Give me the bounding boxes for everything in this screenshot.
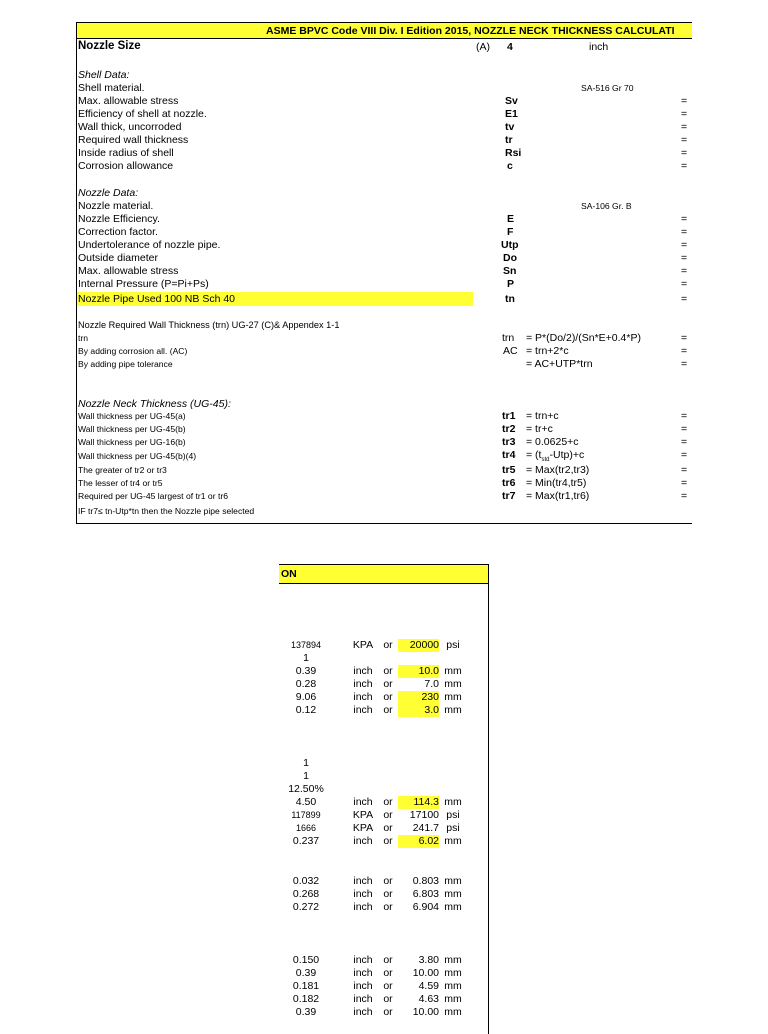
nozzle-row-symbol: E xyxy=(507,213,515,225)
shell-row-label: Efficiency of shell at nozzle. xyxy=(78,108,207,120)
equals-sign: = xyxy=(681,239,688,251)
unit-secondary: mm xyxy=(444,678,462,690)
req-row-formula: = AC+UTP*trn xyxy=(526,358,593,370)
neck-row-formula: = Max(tr2,tr3) xyxy=(526,464,590,476)
or-separator: or xyxy=(383,835,393,847)
equals-sign: = xyxy=(681,410,688,422)
neck-row-label: Wall thickness per UG-45(b)(4) xyxy=(78,451,197,461)
unit-primary: inch xyxy=(353,993,373,1005)
value-inch: 1 xyxy=(303,770,309,782)
neck-row-symbol: tr3 xyxy=(502,436,516,448)
unit-primary: inch xyxy=(353,980,373,992)
or-separator: or xyxy=(383,822,393,834)
unit-primary: KPA xyxy=(352,809,374,821)
nozzle-size-code: (A) xyxy=(476,41,490,53)
highlighted-input-value: 114.3 xyxy=(398,796,439,809)
or-separator: or xyxy=(383,665,393,677)
unit-primary: inch xyxy=(353,888,373,900)
results-header: ON xyxy=(281,568,297,580)
unit-secondary: mm xyxy=(444,888,462,900)
nozzle-row-label: Outside diameter xyxy=(78,252,158,264)
equals-sign: = xyxy=(681,95,688,107)
neck-row-label: Wall thickness per UG-45(b) xyxy=(78,424,186,434)
neck-row-formula: = $(t_{std}-Utp)+c$ xyxy=(526,449,585,464)
equals-sign: = xyxy=(681,490,688,502)
nozzle-size-unit: inch xyxy=(589,41,609,53)
shell-data-header: Shell Data: xyxy=(78,69,130,81)
unit-primary: inch xyxy=(353,875,373,887)
results-header-bar xyxy=(279,565,488,584)
or-separator: or xyxy=(383,980,393,992)
shell-row-symbol: tr xyxy=(505,134,513,146)
value-metric: 10.00 xyxy=(412,1006,439,1018)
neck-row-label: The greater of tr2 or tr3 xyxy=(78,465,167,475)
shell-row-symbol: Sv xyxy=(505,95,518,107)
shell-row-symbol: E1 xyxy=(505,108,518,120)
neck-row-symbol: tr2 xyxy=(502,423,516,435)
nozzle-row-symbol: tn xyxy=(505,293,515,305)
highlighted-input-value: 230 xyxy=(398,691,439,704)
shell-row-label: Inside radius of shell xyxy=(78,147,174,159)
neck-thickness-header: Nozzle Neck Thickness (UG-45): xyxy=(78,398,231,410)
unit-primary: inch xyxy=(353,796,373,808)
req-row-label: By adding corrosion all. (AC) xyxy=(78,346,188,356)
req-row-symbol: trn xyxy=(502,332,515,344)
neck-row-label: Required per UG-45 largest of tr1 or tr6 xyxy=(78,491,228,501)
neck-row-symbol: tr1 xyxy=(502,410,516,422)
value-inch: 0.272 xyxy=(292,901,320,913)
or-separator: or xyxy=(383,796,393,808)
equals-sign: = xyxy=(681,134,688,146)
highlighted-input-value: 3.0 xyxy=(398,704,439,717)
equals-sign: = xyxy=(681,449,688,461)
nozzle-row-symbol: Do xyxy=(503,252,517,264)
value-metric: 10.00 xyxy=(412,967,439,979)
or-separator: or xyxy=(383,888,393,900)
unit-secondary: psi xyxy=(446,809,460,821)
unit-primary: inch xyxy=(353,967,373,979)
unit-secondary: mm xyxy=(444,875,462,887)
shell-row-symbol: c xyxy=(507,160,513,172)
equals-sign: = xyxy=(681,423,688,435)
unit-secondary: mm xyxy=(444,901,462,913)
req-row-label: By adding pipe tolerance xyxy=(78,359,173,369)
equals-sign: = xyxy=(681,345,688,357)
req-row-label: trn xyxy=(78,333,89,343)
neck-row-formula: = tr+c xyxy=(526,423,553,435)
or-separator: or xyxy=(383,809,393,821)
neck-row-label: The lesser of tr4 or tr5 xyxy=(78,478,163,488)
nozzle-pipe-used-label: Nozzle Pipe Used 100 NB Sch 40 xyxy=(78,293,236,305)
req-row-symbol: AC xyxy=(503,345,518,357)
nozzle-row-label: Nozzle material. xyxy=(78,200,154,212)
value-inch: 1 xyxy=(303,757,309,769)
or-separator: or xyxy=(383,639,393,651)
value-inch: 0.150 xyxy=(292,954,320,966)
unit-primary: inch xyxy=(353,901,373,913)
shell-row-symbol: tv xyxy=(505,121,515,133)
equals-sign: = xyxy=(681,121,688,133)
neck-row-label: Wall thickness per UG-16(b) xyxy=(78,437,186,447)
unit-secondary: mm xyxy=(444,980,462,992)
neck-row-formula: = Max(tr1,tr6) xyxy=(526,490,590,502)
value-metric: 0.803 xyxy=(412,875,439,887)
nozzle-row-symbol: P xyxy=(507,278,515,290)
equals-sign: = xyxy=(681,213,688,225)
nozzle-row-label: Undertolerance of nozzle pipe. xyxy=(78,239,221,251)
nozzle-row-symbol: Sn xyxy=(503,265,517,277)
equals-sign: = xyxy=(681,293,688,305)
unit-secondary: mm xyxy=(444,691,462,703)
value-inch: 1666 xyxy=(295,823,317,833)
value-metric: 7.0 xyxy=(424,678,439,690)
value-metric: 6.904 xyxy=(412,901,439,913)
neck-row-symbol: tr6 xyxy=(502,477,516,489)
highlighted-input-value: 6.02 xyxy=(398,835,439,848)
shell-row-label: Shell material. xyxy=(78,82,145,94)
value-inch: 0.181 xyxy=(292,980,320,992)
nozzle-size-value: 4 xyxy=(507,41,513,53)
equals-sign: = xyxy=(681,252,688,264)
or-separator: or xyxy=(383,704,393,716)
equals-sign: = xyxy=(681,108,688,120)
value-inch: 0.237 xyxy=(292,835,320,847)
or-separator: or xyxy=(383,967,393,979)
nozzle-row-symbol: Utp xyxy=(501,239,519,251)
value-metric: 241.7 xyxy=(412,822,439,834)
equals-sign: = xyxy=(681,477,688,489)
value-inch: 9.06 xyxy=(295,691,317,703)
nozzle-material-value: SA-106 Gr. B xyxy=(581,201,632,211)
unit-secondary: psi xyxy=(446,639,460,651)
shell-material-value: SA-516 Gr 70 xyxy=(581,83,634,93)
neck-row-symbol: tr5 xyxy=(502,464,516,476)
unit-secondary: psi xyxy=(446,822,460,834)
unit-secondary: mm xyxy=(444,993,462,1005)
unit-secondary: mm xyxy=(444,1006,462,1018)
value-inch: 0.268 xyxy=(292,888,320,900)
unit-primary: inch xyxy=(353,835,373,847)
unit-secondary: mm xyxy=(444,796,462,808)
nozzle-row-label: Max. allowable stress xyxy=(78,265,179,277)
unit-secondary: mm xyxy=(444,704,462,716)
nozzle-data-header: Nozzle Data: xyxy=(78,187,139,199)
value-inch: 0.39 xyxy=(295,665,317,677)
nozzle-row-label: Correction factor. xyxy=(78,226,158,238)
shell-row-symbol: Rsi xyxy=(505,147,522,159)
equals-sign: = xyxy=(681,436,688,448)
shell-row-label: Max. allowable stress xyxy=(78,95,179,107)
value-inch: 0.032 xyxy=(292,875,320,887)
unit-primary: inch xyxy=(353,954,373,966)
unit-secondary: mm xyxy=(444,967,462,979)
or-separator: or xyxy=(383,901,393,913)
highlighted-input-value: 20000 xyxy=(398,639,439,652)
value-metric: 3.80 xyxy=(418,954,439,966)
unit-primary: inch xyxy=(353,1006,373,1018)
value-inch: 137894 xyxy=(290,640,322,650)
or-separator: or xyxy=(383,678,393,690)
required-thickness-header: Nozzle Required Wall Thickness (trn) UG-27 (C)& Appendex 1-1 xyxy=(78,320,340,330)
nozzle-row-symbol: F xyxy=(507,226,514,238)
shell-row-label: Required wall thickness xyxy=(78,134,189,146)
equals-sign: = xyxy=(681,332,688,344)
neck-row-label: Wall thickness per UG-45(a) xyxy=(78,411,186,421)
highlighted-input-value: 10.0 xyxy=(398,665,439,678)
neck-row-formula: = trn+c xyxy=(526,410,559,422)
unit-secondary: mm xyxy=(444,835,462,847)
value-metric: 17100 xyxy=(409,809,439,821)
unit-primary: inch xyxy=(353,704,373,716)
value-metric: 4.63 xyxy=(418,993,439,1005)
shell-row-label: Corrosion allowance xyxy=(78,160,174,172)
equals-sign: = xyxy=(681,358,688,370)
value-inch: 1 xyxy=(303,652,309,664)
unit-secondary: mm xyxy=(444,665,462,677)
equals-sign: = xyxy=(681,226,688,238)
value-inch: 0.182 xyxy=(292,993,320,1005)
neck-row-symbol: tr7 xyxy=(502,490,516,502)
sheet-title: ASME BPVC Code VIII Div. I Edition 2015, NOZZLE NECK THICKNESS CALCULATI xyxy=(266,25,675,37)
req-row-formula: = trn+2*c xyxy=(526,345,569,357)
equals-sign: = xyxy=(681,278,688,290)
equals-sign: = xyxy=(681,265,688,277)
value-inch: 0.39 xyxy=(295,967,317,979)
neck-row-formula: = 0.0625+c xyxy=(526,436,579,448)
value-metric: 4.59 xyxy=(418,980,439,992)
equals-sign: = xyxy=(681,464,688,476)
unit-primary: inch xyxy=(353,665,373,677)
or-separator: or xyxy=(383,954,393,966)
value-inch: 4.50 xyxy=(295,796,317,808)
shell-row-label: Wall thick, uncorroded xyxy=(78,121,182,133)
req-row-formula: = P*(Do/2)/(Sn*E+0.4*P) xyxy=(526,332,641,344)
nozzle-row-label: Internal Pressure (P=Pi+Ps) xyxy=(78,278,209,290)
value-metric: 6.803 xyxy=(412,888,439,900)
value-inch: 117899 xyxy=(291,810,321,820)
equals-sign: = xyxy=(681,147,688,159)
or-separator: or xyxy=(383,875,393,887)
value-inch: 0.39 xyxy=(295,1006,317,1018)
or-separator: or xyxy=(383,993,393,1005)
neck-row-symbol: tr4 xyxy=(502,449,516,461)
unit-secondary: mm xyxy=(444,954,462,966)
unit-primary: inch xyxy=(353,691,373,703)
or-separator: or xyxy=(383,1006,393,1018)
neck-row-formula: = Min(tr4,tr5) xyxy=(526,477,587,489)
selection-footnote: IF tr7≤ tn-Utp*tn then the Nozzle pipe selected xyxy=(78,506,255,516)
equals-sign: = xyxy=(681,160,688,172)
nozzle-size-label: Nozzle Size xyxy=(78,40,141,52)
value-inch: 0.12 xyxy=(295,704,317,716)
nozzle-row-label: Nozzle Efficiency. xyxy=(78,213,160,225)
value-inch: 12.50% xyxy=(288,783,324,795)
unit-primary: inch xyxy=(353,678,373,690)
value-inch: 0.28 xyxy=(295,678,317,690)
or-separator: or xyxy=(383,691,393,703)
unit-primary: KPA xyxy=(352,822,374,834)
unit-primary: KPA xyxy=(352,639,374,651)
